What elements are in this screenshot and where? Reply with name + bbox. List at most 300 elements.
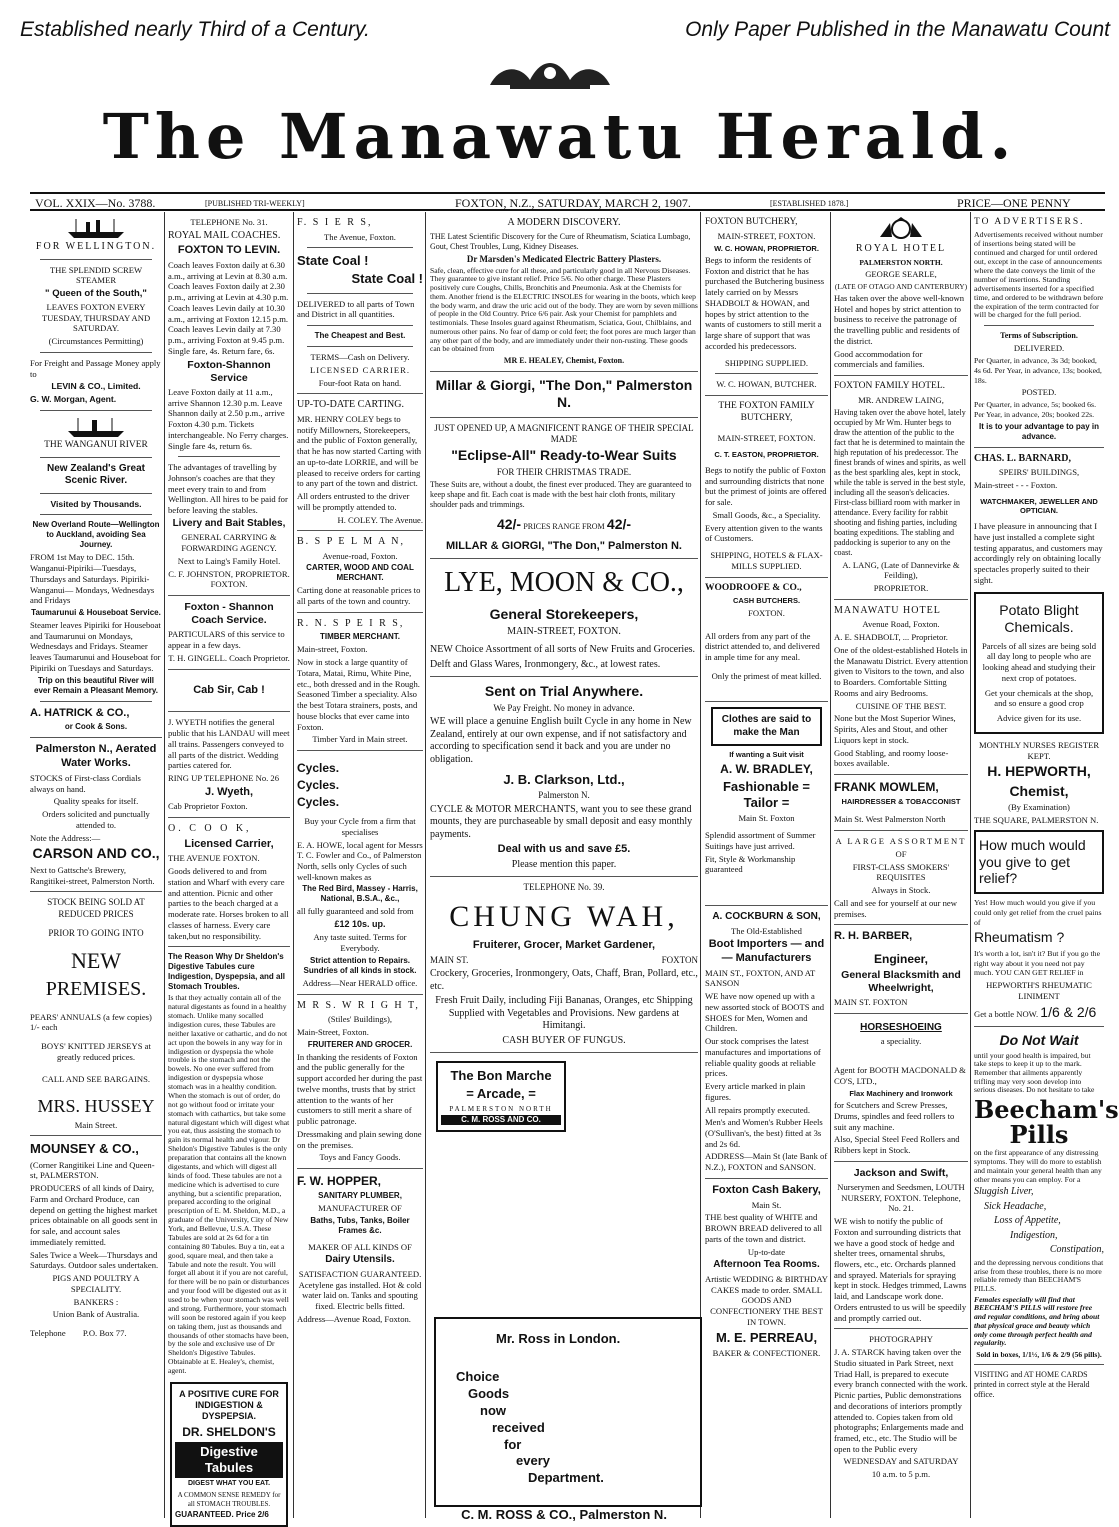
chung-foxton: FOXTON bbox=[661, 954, 698, 965]
family-hotel: FOXTON FAMILY HOTEL. bbox=[834, 381, 946, 392]
relief-box bbox=[974, 830, 1104, 894]
telephone-label: Telephone bbox=[30, 1327, 66, 1338]
avenue: THE AVENUE FOXTON. bbox=[168, 853, 260, 864]
producers: PRODUCERS of all kinds of Dairy, Farm and Orchard Produce, can depend on getting the highest market prices obtainable on all goods sent in for sale, and account sales immediately remitted. bbox=[30, 1183, 158, 1247]
column-rule bbox=[830, 212, 831, 1518]
our-stock: Our stock comprises the latest manufactures and importations of reliable quality goods at reliable prices. bbox=[705, 1036, 821, 1079]
posted: POSTED. bbox=[1021, 387, 1057, 398]
carting-heading: UP-TO-DATE CARTING. bbox=[297, 399, 404, 411]
cycles-2: Cycles. bbox=[297, 778, 340, 793]
siers-name: F. S I E R S, bbox=[297, 217, 373, 228]
steamer-icon bbox=[66, 416, 126, 438]
steamer-icon bbox=[66, 217, 126, 239]
terms: TERMS—Cash on Delivery. bbox=[310, 352, 410, 363]
chemist: Chemist, bbox=[1009, 782, 1069, 799]
by-examination: (By Examination) bbox=[1008, 802, 1070, 813]
blacksmith: General Blacksmith and Wheelwright, bbox=[841, 968, 961, 995]
avenue-road: Avenue-road, Foxton. bbox=[322, 550, 398, 561]
reason-heading: The Reason Why Dr Sheldon's Digestive Tabules cure Indigestion, Dyspepsia, and all Stomach Troubles. bbox=[168, 952, 285, 992]
taumarunui: Taumarunui & Houseboat Service. bbox=[31, 608, 161, 617]
barnard-main: Main-street - - - Foxton. bbox=[974, 479, 1058, 490]
route-text: FROM 1st May to DEC. 15th. Wanganui-Pipiriki—Tuesdays, Thursdays and Saturdays. Pipiriki-Wanganui— Mondays, Wednesdays and Fridays bbox=[30, 552, 155, 606]
morgan-agent: G. W. Morgan, Agent. bbox=[30, 393, 117, 404]
small-goods: Small Goods, &c., a Speciality. bbox=[712, 509, 821, 520]
overland-route: New Overland Route—Wellington to Auckland, avoiding Sea Journey. bbox=[32, 520, 160, 550]
lye-main: MAIN-STREET, FOXTON. bbox=[507, 625, 621, 637]
ring-up: RING UP TELEPHONE No. 26 bbox=[168, 772, 280, 783]
visited: Visited by Thousands. bbox=[50, 498, 142, 509]
crockery: Crockery, Groceries, Ironmongery, Oats, Chaff, Bran, Pollard, etc., etc. bbox=[430, 968, 698, 992]
searle: GEORGE SEARLE, bbox=[865, 268, 937, 279]
shadbolt: A. E. SHADBOLT, ... Proprietor. bbox=[834, 632, 948, 643]
dateline-rule bbox=[30, 209, 1105, 211]
cycle-price: £12 10s. up. bbox=[334, 919, 386, 930]
wellington-heading: FOR WELLINGTON. bbox=[35, 241, 157, 252]
main-west: Main St. West Palmerston North bbox=[834, 814, 946, 825]
speirs-name: R. N. S P E I R S, bbox=[297, 617, 405, 629]
shipping-supplied: SHIPPING SUPPLIED. bbox=[724, 357, 809, 368]
wyeth-text: J. WYETH notifies the general public that his LANDAU will meet all trains. Passengers conveyed to all parts of the district. Wedding parties catered for. bbox=[168, 717, 290, 771]
prices-range: PRICES RANGE FROM bbox=[523, 522, 605, 532]
fungus: CASH BUYER OF FUNGUS. bbox=[502, 1034, 626, 1046]
every-attention: Every attention given to the wants of Customers. bbox=[705, 522, 823, 544]
potato-box bbox=[974, 592, 1104, 734]
loss-appetite: Loss of Appetite, bbox=[994, 1215, 1061, 1227]
licensed-carrier: Licensed Carrier, bbox=[184, 837, 274, 850]
digest-eat: DIGEST WHAT YOU EAT. bbox=[187, 1480, 271, 1488]
fashionable-tailor: Fashionable = Tailor = bbox=[722, 778, 811, 811]
sluggish-liver: Sluggish Liver, bbox=[974, 1186, 1034, 1198]
arcade: = Arcade, = bbox=[466, 1086, 536, 1102]
scutchers: for Scutchers and Screw Presses, Drums, spindles and feed rollers to suit any machine. bbox=[834, 1100, 955, 1132]
department: Department. bbox=[528, 1470, 604, 1486]
howe-text: E. A. HOWE, local agent for Messrs T. C. Fowler and Co., of Palmerston North, sells only Cycles of such well-known makes as bbox=[297, 839, 423, 882]
manawatu-hotel: MANAWATU HOTEL bbox=[834, 604, 941, 616]
advice-given: Advice given for its use. bbox=[996, 713, 1082, 724]
laing: MR. ANDREW LAING, bbox=[858, 395, 944, 405]
mention-paper: Please mention this paper. bbox=[511, 858, 617, 870]
delft: Delft and Glass Wares, Ironmongery, &c., at lowest rates. bbox=[430, 658, 661, 670]
orders: Orders solicited and punctually attended to. bbox=[42, 809, 150, 830]
now: now bbox=[480, 1402, 506, 1418]
new-heading: NEW bbox=[70, 948, 122, 974]
column-rule bbox=[293, 212, 294, 1518]
cycle-place: WE will place a genuine English built Cycle in any home in New Zealand, entirely at our own expense, and if not satisfactory and according to specification send it back and you are under no obligation. bbox=[430, 716, 692, 765]
new-choice: NEW Choice Assortment of all sorts of New Fruits and Groceries. bbox=[430, 644, 696, 656]
column-4 bbox=[430, 215, 698, 1522]
circumstances: (Circumstances Permitting) bbox=[48, 336, 144, 347]
cockburn-address: ADDRESS—Main St (late Bank of N.Z.), FOXTON and SANSON. bbox=[705, 1151, 828, 1173]
cab-proprietor: Cab Proprietor Foxton. bbox=[168, 801, 248, 812]
hotels-supplied: SHIPPING, HOTELS & FLAX-MILLS SUPPLIED. bbox=[710, 550, 823, 571]
carrying-agency: GENERAL CARRYING & FORWARDING AGENCY. bbox=[181, 532, 277, 554]
po-box: P.O. Box 77. bbox=[82, 1327, 127, 1338]
posted-rates: Per Quarter, in advance, 5s; booked 6s. Per Year, in advance, 20s; booked 22s. bbox=[974, 400, 1097, 419]
beechams-pills: Beecham's Pills bbox=[974, 1095, 1119, 1150]
main-street: Main Street. bbox=[74, 1119, 118, 1130]
sales: Sales Twice a Week—Thursdays and Saturdays. Outdoor sales undertaken. bbox=[30, 1249, 159, 1271]
column-rule bbox=[425, 212, 426, 1518]
sight-testing: I have pleasure in announcing that I have just installed a complete sight testing apparatus, and customers may accordingly rely on obtaining locally spectacles properly suited to their sight. bbox=[974, 521, 1103, 585]
up-to-date: Up-to-date bbox=[747, 1246, 786, 1257]
foxton-levin: FOXTON TO LEVIN. bbox=[177, 244, 281, 257]
lye-moon: LYE, MOON & CO., bbox=[444, 567, 684, 599]
jerseys: BOYS' KNITTED JERSEYS at greatly reduced prices. bbox=[41, 1041, 151, 1062]
bottle-now: Get a bottle NOW. bbox=[974, 1008, 1039, 1019]
royal-text: Has taken over the above well-known Hotel and hopes by strict attention to business to receive the patronage of the travelling public and residents of the district. bbox=[834, 292, 965, 346]
steamer-text: Steamer leaves Pipiriki for Houseboat and Taumarunui on Mondays, Wednesdays and Fridays. Steamer leaves Taumarunui and Houseboat for Pipiriki on Tuesdays and Saturdays. bbox=[30, 620, 161, 673]
barnard: CHAS. L. BARNARD, bbox=[974, 452, 1071, 464]
column-1 bbox=[30, 215, 162, 1515]
hairdresser: HAIRDRESSER & TOBACCONIST bbox=[841, 796, 961, 806]
oldest-hotel: One of the oldest-established Hotels in the Manawatu District. Every attention given to Visitors to the town, and also to Boarders. Comfortable Sitting Rooms and airy Bedrooms. bbox=[834, 644, 968, 698]
ross-co: C. M. ROSS AND CO. bbox=[441, 1115, 561, 1125]
livery-stables: Livery and Bait Stables, bbox=[172, 517, 286, 529]
millar-giorgi: Millar & Giorgi, "The Don," Palmerston N. bbox=[435, 376, 693, 411]
subscription-terms: Terms of Subscription. bbox=[1000, 331, 1078, 341]
barber-main: MAIN ST. FOXTON bbox=[834, 997, 908, 1008]
we-pay-freight: We Pay Freight. No money in advance. bbox=[493, 702, 635, 713]
levin-co: LEVIN & CO., Limited. bbox=[51, 381, 141, 392]
hotel-avenue: Avenue Road, Foxton. bbox=[862, 619, 940, 630]
marsden-text: Safe, clean, effective cure for all these, and particularly good in all Nervous Diseases. They guarantee to give instant relief. Price 5/6. No other charge. These Plasters positively cure Coughs, Chills, Bronchitis and Pneumonia. Ask at the Chemists for them. Another friend is the ELECTRIC INSOLES for wearing in the boots, which keep the body warm, and draw the uric acid out of the body. They are worn by seven millions of people in the Old Country. Price 6/6 pair. Ask your Chemist for pamphlets and testimonials. These Insoles guard against Rheumatism, Sciatica, Gout, Chilblains, and numerous other pains. No fear of damp or cold feet; the foot pores are much larger than any other part of the body, and are immediately under their non-rusting. These goods can be obtained from bbox=[430, 265, 698, 354]
studio-hours: 10 a.m. to 5 p.m. bbox=[871, 1469, 931, 1480]
all-orders: All orders from any part of the district attended to, and delivered in ample time for any meal. bbox=[705, 630, 820, 662]
healey: MR E. HEALEY, Chemist, Foxton. bbox=[503, 355, 625, 365]
cycle-motor: CYCLE & MOTOR MERCHANTS, want you to see these grand mounts, they are purchaseable by small deposit and easy monthly payments. bbox=[430, 803, 693, 840]
speirs-buildings: SPEIRS' BUILDINGS, bbox=[998, 467, 1080, 478]
goods: Goods bbox=[468, 1385, 510, 1401]
notify-trees: WE wish to notify the public of Foxton and surrounding districts that we have a good stock of hedge and shelter trees, ornamental shrubs, flowers, etc., etc. Orchards planned and sprayed. Materials for spraying kept in stock. Hedges trimmed, Lawns laid, and Landscape work done. Orders entrusted to us will be speedily and promptly carried out. bbox=[834, 1216, 967, 1323]
get-chemicals: Get your chemicals at the shop, and so ensure a good crop bbox=[984, 687, 1094, 709]
maker-of: MAKER OF ALL KINDS OF bbox=[308, 1241, 412, 1252]
masthead-left-tagline: Established nearly Third of a Century. bbox=[20, 18, 370, 41]
woodroofe: WOODROOFE & CO., bbox=[705, 582, 802, 593]
goods-delivered: Goods delivered to and from station and Wharf with every care and attention. Picnic and other parties to the beach charged at a moderate rate. Horses broken to all classes of harness. Every care taken,but no responsibility. bbox=[168, 866, 289, 941]
sent-on-trial: Sent on Trial Anywhere. bbox=[484, 683, 644, 700]
johnston: C. F. JOHNSTON, PROPRIETOR. FOXTON. bbox=[168, 568, 290, 590]
carson: CARSON AND CO., bbox=[32, 845, 160, 862]
bradley-main: Main St. Foxton bbox=[738, 813, 795, 824]
guaranteed-price: GUARANTEED. Price 2/6 bbox=[175, 1510, 269, 1520]
column-rule bbox=[164, 212, 165, 1518]
for: for bbox=[504, 1436, 522, 1452]
royal-palm: PALMERSTON NORTH. bbox=[859, 257, 943, 267]
cuisine: CUISINE OF THE BEST. bbox=[855, 700, 947, 711]
wednesday-saturday: WEDNESDAY and SATURDAY bbox=[843, 1456, 959, 1467]
butchery-main: MAIN-STREET, FOXTON. bbox=[717, 230, 816, 241]
foxton-butchery: FOXTON BUTCHERY, bbox=[705, 217, 798, 227]
carson-address: Next to Gattsche's Brewery, Rangitikei-street, Palmerston North. bbox=[30, 864, 155, 886]
dairy-utensils: Dairy Utensils. bbox=[325, 1254, 395, 1266]
quality: Quality speaks for itself. bbox=[53, 796, 139, 807]
stiles: (Stiles' Buildings), bbox=[327, 1014, 393, 1025]
visiting-cards: VISITING and AT HOME CARDS printed in correct style at the Herald office. bbox=[974, 1370, 1090, 1400]
chung-main-st: MAIN ST. bbox=[430, 954, 469, 965]
queen-of-south: " Queen of the South," bbox=[45, 287, 147, 299]
of-text: OF bbox=[895, 848, 907, 859]
bakery-main: Main St. bbox=[751, 1199, 782, 1210]
speciality: a speciality. bbox=[880, 1036, 922, 1047]
positive-cure: A POSITIVE CURE FOR INDIGESTION & DYSPEPSIA. bbox=[179, 1388, 279, 1422]
perreau: M. E. PERREAU, bbox=[715, 1329, 818, 1345]
published-note: [PUBLISHED TRI-WEEKLY] bbox=[205, 199, 305, 208]
cook-name: O. C O O K, bbox=[168, 823, 252, 835]
reason-text: Is that they actually contain all of the natural digestants as found in a healthy stomach. Unlike many socalled indigestion cures, these Tabules are neither laxative or cathartic, and do not act upon the bowels in any way for in indigestion or dyspepsia the whole trouble is the stomach and not the bowels. No one ever suffered from indigestion or dyspepsia whose stomach was in a healthy condition. When the stomach is out of order, do not go without food or irritate your stomach with cathartics, but take some natural digestant which will digest what you eat, thus assisting the stomach to gain its normal health and vigour. Dr Sheldon's Digestive Tabules is the only preparation that contains all the known digestants, and which will digest all kinds of food. These tabules are not a medicine which is advertised to cure anything, but a scientific preparation, prepared according to the original prescription of E. M. Sheldon, M.D., a graduate of the University, City of New York, and Bellevue, U.S.A. These Tabules are sold at 2s 6d for a tin containing 80 Tabules. Buy a tin, eat a good, square meal, and then take a Tabule and note the result. You will forget all about it if you are not careful, for there will be no pain or disturbances and your food will be digested out as it used to be when your stomach was well and strong. Furthermore, your stomach will soon be restored again if you keep on taking them, just as thousands and thousands of other stomachs have been, by the sole and exclusive use of Dr Sheldon's Digestive Tabules. Obtainable at E. Healey's, chemist, agent. bbox=[168, 993, 290, 1376]
baker-confectioner: BAKER & CONFECTIONER. bbox=[712, 1347, 821, 1358]
sheldon-box bbox=[170, 1382, 288, 1527]
column-6 bbox=[834, 215, 968, 1515]
established-note: [ESTABLISHED 1878.] bbox=[770, 199, 849, 208]
ross-london: Mr. Ross in London. bbox=[496, 1331, 621, 1346]
thanking: In thanking the residents of Foxton and the public generally for the support accorded her during the past twelve months, trusts that by strict attention to the wants of her customers to still merit a share of public patronage. bbox=[297, 1051, 423, 1127]
column-5 bbox=[705, 215, 828, 1515]
trip-note: Trip on this beautiful River will ever Remain a Pleasant Memory. bbox=[34, 675, 158, 695]
family-butchery: THE FOXTON FAMILY BUTCHERY, bbox=[718, 401, 815, 423]
freight-text: For Freight and Passage Money apply to bbox=[30, 357, 161, 379]
starck-text: J. A. STARCK having taken over the Studio situated in Park Street, next Triad Hall, is prepared to execute every branch connected with the work. Picnic parties, Public demonstrations and decorations of interiors promptly attended to. Copies taken from old photographs; Enlargements made and framed, etc., etc. The Studio will be open to the Public every bbox=[834, 1347, 968, 1454]
flax-machinery: Flax Machinery and Ironwork bbox=[849, 1088, 953, 1098]
general-storekeepers: General Storekeepers, bbox=[489, 606, 639, 623]
top-rule bbox=[30, 192, 1105, 194]
howan-butcher: W. C. HOWAN, BUTCHER. bbox=[716, 379, 817, 390]
nurserymen: Nurserymen and Seedsmen, LOUTH NURSERY, FOXTON. Telephone, No. 21. bbox=[837, 1181, 965, 1214]
bon-marche-box bbox=[436, 1061, 566, 1132]
royal-accommodation: Good accommodation for commercials and families. bbox=[834, 348, 925, 370]
also-rollers: Also, Special Steel Feed Rollers and Ribbers kept in Stock. bbox=[834, 1134, 960, 1155]
toys: Toys and Fancy Goods. bbox=[319, 1152, 401, 1163]
butchery-text: Begs to inform the residents of Foxton and district that he has purchased the Butchering business lately carried on by Messrs SHADBOLT & HOWAN, and hopes by strict attention to the wants of customers to still merit a large share of support that was accorded his predecessors. bbox=[705, 254, 825, 351]
indigestion: Indigestion, bbox=[1010, 1229, 1058, 1241]
late-otago: (LATE OF OTAGO AND CANTERBURY) bbox=[834, 281, 968, 291]
large-assortment: A LARGE ASSORTMENT bbox=[835, 836, 967, 847]
digestive-tabules: Digestive Tabules bbox=[175, 1442, 283, 1479]
any-taste: Any taste suited. Terms for Everybody. bbox=[313, 932, 407, 954]
clothes-box bbox=[711, 707, 822, 746]
the-square: THE SQUARE, PALMERSTON N. bbox=[974, 815, 1099, 826]
cook-sons: or Cook & Sons. bbox=[64, 722, 128, 732]
potato-parcels: Parcels of all sizes are being sold all day long to people who are looking ahead and studying their next crop of potatoes. bbox=[981, 640, 1097, 683]
photography: PHOTOGRAPHY bbox=[869, 1334, 933, 1345]
sold-in-boxes: Sold in boxes, 1/1½, 1/6 & 2/9 (56 pills). bbox=[976, 1350, 1102, 1360]
delivered: DELIVERED. bbox=[1013, 343, 1065, 354]
manufacturer-of: MANUFACTURER OF bbox=[318, 1202, 402, 1213]
rubber-heels: Men's and Women's Rubber Heels (O'Sullivan's, the best) fitted at 3s and 2s 6d. bbox=[705, 1117, 823, 1149]
clarkson: J. B. Clarkson, Ltd., bbox=[503, 772, 625, 788]
column-3 bbox=[297, 215, 423, 1515]
family-text: Begs to notify the public of Foxton and surrounding districts that none but the primest of joints are offered for sale. bbox=[705, 464, 827, 508]
shannon-service: Foxton-Shannon Service bbox=[187, 358, 271, 384]
scenic-river: New Zealand's Great Scenic River. bbox=[47, 462, 145, 487]
red-bird: The Red Bird, Massey - Harris, National, B.S.A., &c., bbox=[302, 884, 418, 904]
always-stock: Always in Stock. bbox=[871, 885, 931, 896]
carting-done: Carting done at reasonable prices to all parts of the town and country. bbox=[297, 585, 421, 607]
carter: CARTER, WOOD AND COAL MERCHANT. bbox=[306, 563, 414, 583]
palmerston-north: PALMERSTON NORTH bbox=[449, 1104, 553, 1113]
price-note: PRICE—ONE PENNY bbox=[957, 196, 1071, 210]
screw-steamer: THE SPLENDID SCREW STEAMER bbox=[49, 264, 143, 286]
price-low: 42/- bbox=[496, 516, 522, 533]
barber: R. H. BARBER, bbox=[834, 930, 913, 943]
delivered-rates: Per Quarter, in advance, 3s 3d; booked, 4s 6d. Per Year, in advance, 13s; booked, 18s. bbox=[974, 356, 1102, 385]
cycles-3: Cycles. bbox=[297, 795, 340, 810]
females-text: Females especially will find that BEECHAM'S PILLS will restore free and regular conditions, and bring about that physical grace and beauty which only come through perfect health and regularity. bbox=[974, 1294, 1100, 1348]
coley-name: H. COLEY. The Avenue. bbox=[337, 514, 423, 525]
wanganui-heading: THE WANGANUI RIVER bbox=[44, 439, 148, 450]
stock-text: Now in stock a large quantity of Totara, Matai, Rimu, White Pine, etc., both dressed and in the Rough. Seasoned Timber a speciality. Also the best Totara strainers, posts, and house blocks that ever came into Foxton. bbox=[297, 657, 420, 732]
main-sanson: MAIN ST., FOXTON, AND AT SANSON bbox=[705, 967, 816, 989]
cockburn: A. COCKBURN & SON, bbox=[712, 911, 821, 922]
dateline-bar bbox=[35, 196, 1105, 210]
state-coal-2: State Coal ! bbox=[351, 271, 423, 287]
wait-text: until your good health is impaired, but take steps to keep it up to the mark. Remember that ailments apparently trifling may very soon develop into serious diseases. Do not hesitate to take bbox=[974, 1050, 1095, 1095]
eclipse-suits: "Eclipse-All" Ready-to-Wear Suits bbox=[451, 447, 677, 464]
horseshoeing: HORSESHOEING bbox=[860, 1021, 942, 1033]
chung-wah: CHUNG WAH, bbox=[449, 899, 679, 933]
masthead-right-tagline: Only Paper Published in the Manawatu Count bbox=[685, 18, 1110, 41]
mowlem: FRANK MOWLEM, bbox=[834, 779, 939, 794]
state-coal-1: State Coal ! bbox=[297, 253, 369, 269]
royal-hotel: ROYAL HOTEL bbox=[855, 243, 947, 254]
to-advertisers: TO ADVERTISERS. bbox=[974, 217, 1085, 227]
pigs: PIGS AND POULTRY A SPECIALITY. bbox=[52, 1273, 140, 1294]
main-foxton: Main-street, Foxton. bbox=[297, 644, 368, 655]
gingell: T. H. GINGELL. Coach Proprietor. bbox=[168, 652, 290, 663]
leaves-text: LEAVES FOXTON EVERY TUESDAY, THURSDAY AND SATURDAY. bbox=[41, 301, 151, 334]
lang-proprietor: PROPRIETOR. bbox=[873, 583, 929, 594]
union-bank: Union Bank of Australia. bbox=[52, 1309, 140, 1320]
hopper: F. W. HOPPER, bbox=[297, 1173, 382, 1188]
watchmaker: WATCHMAKER, JEWELLER AND OPTICIAN. bbox=[980, 496, 1098, 515]
depressing-text: and the depressing nervous conditions that arise from these troubles, there is no more reliable remedy than BEECHAM'S PILLS. bbox=[974, 1257, 1104, 1294]
lang-name: A. LANG, (Late of Dannevirke & Feilding), bbox=[842, 559, 960, 581]
marsden: Dr Marsden's Medicated Electric Battery Plasters. bbox=[466, 253, 662, 264]
column-2 bbox=[168, 215, 290, 1520]
laing-text: Having taken over the above hotel, lately occupied by Mr Wm. Hunter begs to draw the attention of the public to the fact that he is determined to maintain the high reputation of his predecessor. The finest brands of wines and spirits, as well as the best sparkling ales, kept in stock, while the table is served in the best style, including all the season's delicacies. First-class billiard room with marker in attendance. Every facility for rabbit shooting and fishing parties, including boating expeditions. The stabling and paddocking is superior to any on the coast. bbox=[834, 407, 966, 557]
masthead-crest-icon bbox=[480, 55, 620, 93]
wright-main: Main-Street, Foxton. bbox=[297, 1026, 369, 1037]
bon-marche-block bbox=[436, 1061, 566, 1132]
telephone-39: TELEPHONE No. 39. bbox=[523, 882, 605, 893]
wright-name: M R S. W R I G H T, bbox=[297, 999, 420, 1011]
cash-butchers: CASH BUTCHERS. bbox=[732, 596, 801, 606]
opened-up: WE have now opened up with a new assorted stock of BOOTS and SHOES for Men, Women and Children. bbox=[705, 991, 825, 1034]
cycles-1: Cycles. bbox=[297, 761, 340, 776]
do-not-wait: Do Not Wait bbox=[999, 1032, 1079, 1049]
advertisers-text: Advertisements received without number of insertions being stated will be continued and charged for until ordered out, except in the case of announcements where the date conveys the limit of the number of insertions. Standing advertisements inserted for a specified time, and ordered to be withdrawn before the expiration of the term contracted for will be charged for the full period. bbox=[974, 229, 1104, 320]
price-high: 42/- bbox=[606, 516, 632, 533]
herald-address: Address—Near HERALD office. bbox=[302, 977, 418, 988]
royal-crest-icon bbox=[876, 217, 926, 241]
fruiterer-grocer: FRUITERER AND GROCER. bbox=[307, 1039, 413, 1049]
column-7 bbox=[974, 215, 1119, 1515]
satisfaction: SATISFACTION GUARANTEED. Acetylene gas installed. Hot & cold water laid on. Tanks and spouting fixed. Electric bells fitted. bbox=[298, 1268, 422, 1312]
call-see: Call and see for yourself at our new premises. bbox=[834, 897, 957, 919]
potato-blight: Potato Blight Chemicals. bbox=[999, 601, 1079, 636]
afternoon-tea: Afternoon Tea Rooms. bbox=[713, 1259, 820, 1271]
hussey: MRS. HUSSEY bbox=[37, 1096, 155, 1117]
telephone-31: TELEPHONE No. 31. bbox=[190, 217, 268, 227]
agent-booth: Agent for BOOTH MACDONALD & CO'S, LTD., bbox=[834, 1065, 966, 1086]
bankers: BANKERS : bbox=[73, 1296, 119, 1307]
liniment: HEPWORTH'S RHEUMATIC LINIMENT bbox=[986, 980, 1092, 1001]
superior-wines: None but the Most Superior Wines, Spirits, Ales and Stout, and other Liquors kept in stock. bbox=[834, 713, 956, 745]
stocks-text: STOCKS of First-class Cordials always on hand. bbox=[30, 772, 141, 794]
dateline: FOXTON, N.Z., SATURDAY, MARCH 2, 1907. bbox=[455, 196, 691, 210]
nurses-register: MONTHLY NURSES REGISTER KEPT. bbox=[978, 739, 1100, 761]
dressmaking: Dressmaking and plain sewing done on the premises. bbox=[297, 1128, 422, 1150]
mounsey: MOUNSEY & CO., bbox=[30, 1141, 139, 1157]
ross-palmerston: C. M. ROSS & CO., Palmerston N. bbox=[461, 1507, 667, 1522]
fresh-fruit: Fresh Fruit Daily, including Fiji Bananas, Oranges, etc Shipping Supplied with Vegetables and Provisions. New gardens at Himitangi. bbox=[435, 995, 693, 1032]
worth-lot: It's worth a lot, isn't it? But if you go the right way about it you need not pay much. YOU CAN GET RELIEF in bbox=[974, 948, 1101, 978]
premises-heading: PREMISES. bbox=[45, 977, 147, 1000]
particulars: PARTICULARS of this service to appear in a few days. bbox=[168, 629, 285, 651]
jackson-swift: Jackson and Swift, bbox=[853, 1166, 949, 1179]
coach-times: Coach leaves Foxton daily at 6.30 a.m., arriving at Levin at 8.30 a.m. Coach leaves Foxton daily at 2.30 p.m., arriving at Levin at 4.30 p.m. Coach leaves Levin daily at 10.30 a.m., arriving at Foxton 12.15 p.m. Coach leaves Levin daily at 7.30 p.m., arriving Foxton at 9.45 p.m. Single fare, 4s. Return fare, 6s. bbox=[168, 259, 289, 356]
hopper-address: Address—Avenue Road, Foxton. bbox=[297, 1313, 411, 1324]
wyeth-name: J. Wyeth, bbox=[204, 785, 254, 798]
guaranteed-text: all fully guaranteed and sold from bbox=[297, 906, 414, 917]
pay-in-advance: It is to your advantage to pay in advance. bbox=[978, 421, 1100, 441]
suits-text: These Suits are, without a doubt, the finest ever produced. They are guaranteed to keep shape and fit. Each coat is made with the best hair cloth fronts, military shoulder pads and trimmings. bbox=[430, 480, 692, 510]
coach-service: Foxton - Shannon Coach Service. bbox=[184, 601, 274, 627]
coley-orders: All orders entrusted to the driver will be promptly attended to. bbox=[297, 491, 410, 512]
mounsey-address: (Corner Rangitikei Line and Queen-st, PALMERSTON. bbox=[30, 1159, 155, 1181]
prior: PRIOR TO GOING INTO bbox=[48, 927, 144, 938]
aerated-water: Palmerston N., Aerated Water Works. bbox=[35, 743, 157, 770]
bradley: A. W. BRADLEY, bbox=[720, 761, 813, 776]
strict-repairs: Strict attention to Repairs. Sundries of all kinds in stock. bbox=[303, 955, 417, 975]
woodroofe-foxton: FOXTON. bbox=[748, 607, 785, 618]
cash-bakery: Foxton Cash Bakery, bbox=[712, 1183, 821, 1196]
rheumatism: Rheumatism ? bbox=[974, 929, 1065, 946]
easton: C. T. EASTON, PROPRIETOR. bbox=[714, 449, 819, 459]
delivered-text: DELIVERED to all parts of Town and District in all quantities. bbox=[297, 298, 415, 320]
best-bread: THE best quality of WHITE and BROWN BREAD delivered to all parts of the town and district. bbox=[705, 1212, 822, 1244]
dr-sheldon: DR. SHELDON'S bbox=[182, 1424, 276, 1439]
received: received bbox=[492, 1419, 545, 1435]
sick-headache: Sick Headache, bbox=[984, 1200, 1047, 1212]
hepworth: H. HEPWORTH, bbox=[987, 763, 1091, 780]
volume-number: VOL. XXIX—No. 3788. bbox=[35, 196, 156, 210]
hatrick: A. HATRICK & CO., bbox=[30, 706, 130, 719]
spelman-name: B. S P E L M A N, bbox=[297, 536, 405, 548]
how-much: How much would you give to get relief? bbox=[979, 836, 1086, 887]
shannon-times: Leave Foxton daily at 11 a.m., arrive Shannon 12.30 p.m. Leave Shannon daily at 2.50 p.m., arrive Foxton 4.30 p.m. Tickets interchangeable. No Ferry charges. Single fare 4s, return 6s. bbox=[168, 386, 289, 451]
four-foot: Four-foot Rata on hand. bbox=[318, 377, 402, 388]
clarkson-palm: Palmerston N. bbox=[538, 790, 590, 801]
address-note: Note the Address:— bbox=[30, 832, 101, 843]
cab-sir: Cab Sir, Cab ! bbox=[193, 683, 265, 696]
wanting-suit: If wanting a Suit visit bbox=[729, 750, 804, 760]
christmas-trade: FOR THEIR CHRISTMAS TRADE. bbox=[496, 466, 632, 477]
common-sense: A COMMON SENSE REMEDY for all STOMACH TROUBLES. bbox=[177, 1490, 281, 1508]
liniment-price: 1/6 & 2/6 bbox=[1040, 1003, 1097, 1020]
repairs: All repairs promptly executed. bbox=[705, 1104, 811, 1115]
millar-giorgi-2: MILLAR & GIORGI, "The Don," Palmerston N. bbox=[446, 539, 682, 552]
family-main: MAIN-STREET, FOXTON. bbox=[717, 432, 816, 443]
newspaper-title: The Manawatu Herald. bbox=[102, 100, 1018, 173]
timber-yard: Timber Yard in Main street. bbox=[312, 734, 408, 745]
bon-marche: The Bon Marche bbox=[450, 1068, 552, 1084]
engineer: Engineer, bbox=[873, 951, 929, 966]
next-laing: Next to Laing's Family Hotel. bbox=[177, 555, 281, 566]
fruiterer-grocer: Fruiterer, Grocer, Market Gardener, bbox=[472, 939, 656, 952]
cheapest: The Cheapest and Best. bbox=[314, 331, 406, 341]
yes-how-much: Yes! How much would you give if you could only get relief from the cruel pains of bbox=[974, 898, 1102, 927]
fit-style: Fit, Style & Workmanship guaranteed bbox=[705, 853, 796, 875]
